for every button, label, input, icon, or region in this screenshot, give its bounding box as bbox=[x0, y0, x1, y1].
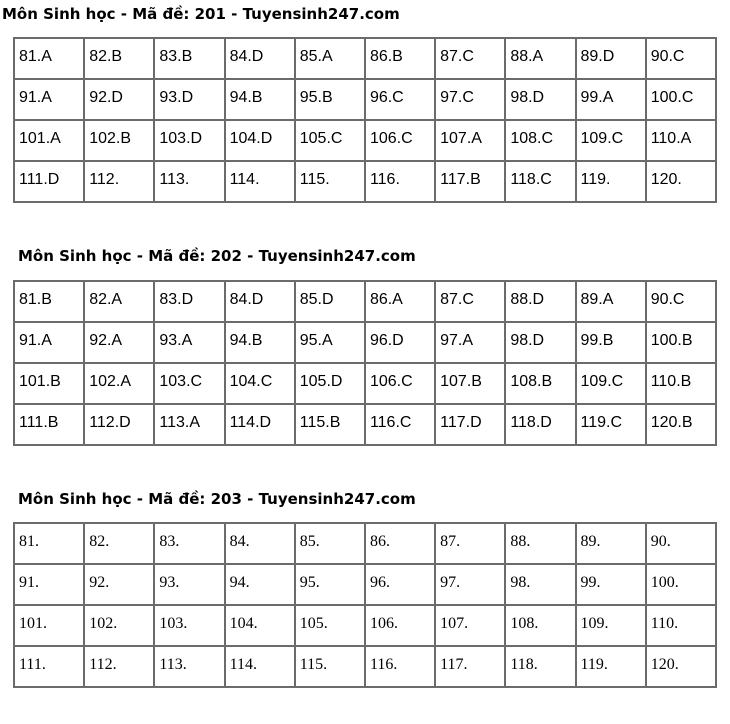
answer-text: 108.B bbox=[510, 373, 553, 390]
answer-text: 105.D bbox=[299, 373, 343, 390]
answer-cell bbox=[646, 363, 716, 404]
answer-cell bbox=[154, 281, 224, 322]
answer-cell bbox=[225, 363, 295, 404]
answer-cell bbox=[295, 646, 365, 687]
answer-text: 82. bbox=[89, 533, 110, 550]
answer-cell bbox=[295, 38, 365, 79]
answer-cell bbox=[365, 120, 435, 161]
answer-cell bbox=[14, 564, 84, 605]
answer-cell bbox=[225, 38, 295, 79]
answer-cell bbox=[505, 564, 575, 605]
answer-cell bbox=[14, 404, 84, 445]
answer-cell bbox=[435, 120, 505, 161]
answer-text: 93.A bbox=[159, 332, 193, 349]
answer-text: 86.A bbox=[369, 291, 403, 308]
answer-cell bbox=[295, 605, 365, 646]
answer-cell bbox=[576, 564, 646, 605]
answer-text: 116. bbox=[369, 171, 400, 188]
answer-text: 117.B bbox=[440, 171, 481, 188]
answer-text: 89. bbox=[580, 533, 601, 550]
answer-cell bbox=[505, 161, 575, 202]
answer-cell bbox=[576, 646, 646, 687]
answer-cell bbox=[154, 564, 224, 605]
answer-row bbox=[14, 564, 716, 605]
answer-text: 109. bbox=[580, 615, 609, 632]
answer-cell bbox=[154, 523, 224, 564]
answer-text: 97.A bbox=[440, 332, 474, 349]
answer-text: 117. bbox=[440, 656, 468, 673]
answer-text: 103.C bbox=[159, 373, 203, 390]
answer-cell bbox=[84, 79, 154, 120]
answer-text: 96.D bbox=[369, 332, 404, 349]
answer-text: 93.D bbox=[159, 89, 194, 106]
answer-text: 119. bbox=[580, 656, 608, 673]
answer-text: 110.B bbox=[650, 373, 692, 390]
answer-text: 104.D bbox=[229, 130, 273, 147]
answer-text: 117.D bbox=[440, 414, 482, 431]
answer-text: 95.B bbox=[299, 89, 333, 106]
answer-cell bbox=[225, 120, 295, 161]
answer-text: 108.C bbox=[510, 130, 554, 147]
answer-cell bbox=[84, 363, 154, 404]
answer-cell bbox=[365, 363, 435, 404]
answer-cell bbox=[225, 79, 295, 120]
answer-cell bbox=[365, 79, 435, 120]
answer-cell bbox=[14, 120, 84, 161]
answer-cell bbox=[365, 161, 435, 202]
answer-cell bbox=[505, 38, 575, 79]
answer-cell bbox=[365, 646, 435, 687]
section-title-203: Môn Sinh học - Mã đề: 203 - Tuyensinh247.com bbox=[18, 490, 416, 508]
answer-text: 114. bbox=[229, 171, 260, 188]
answer-text: 104. bbox=[229, 615, 258, 632]
answer-cell bbox=[576, 161, 646, 202]
answer-cell bbox=[154, 646, 224, 687]
answer-text: 113. bbox=[159, 656, 187, 673]
answer-cell bbox=[576, 605, 646, 646]
answer-text: 105.C bbox=[299, 130, 343, 147]
answer-cell bbox=[295, 564, 365, 605]
answer-text: 81. bbox=[19, 533, 39, 550]
answer-text: 98.D bbox=[510, 332, 545, 349]
answer-text: 120. bbox=[650, 171, 682, 188]
answer-text: 86.B bbox=[369, 48, 403, 65]
answer-row bbox=[14, 646, 716, 687]
answer-text: 82.B bbox=[89, 48, 123, 65]
answer-cell bbox=[646, 120, 716, 161]
answer-cell bbox=[435, 404, 505, 445]
answer-cell bbox=[14, 646, 84, 687]
answer-text: 101.B bbox=[19, 373, 61, 390]
answer-cell bbox=[14, 605, 84, 646]
answer-cell bbox=[14, 523, 84, 564]
answer-text: 99.A bbox=[580, 89, 614, 106]
answer-cell bbox=[225, 404, 295, 445]
answer-cell bbox=[84, 605, 154, 646]
answer-text: 85.A bbox=[299, 48, 333, 65]
answer-text: 95.A bbox=[299, 332, 333, 349]
answer-cell bbox=[576, 404, 646, 445]
answer-text: 106. bbox=[369, 615, 398, 632]
answer-cell bbox=[154, 605, 224, 646]
answer-text: 89.A bbox=[580, 291, 614, 308]
answer-text: 101.A bbox=[19, 130, 61, 147]
answer-cell bbox=[14, 322, 84, 363]
answer-cell bbox=[295, 523, 365, 564]
answer-table-203 bbox=[13, 522, 717, 688]
answer-text: 84. bbox=[229, 533, 250, 550]
answer-text: 107.A bbox=[440, 130, 482, 147]
answer-text: 91.A bbox=[19, 89, 52, 106]
answer-cell bbox=[646, 564, 716, 605]
answer-cell bbox=[154, 79, 224, 120]
answer-text: 115.B bbox=[299, 414, 341, 431]
answer-cell bbox=[505, 322, 575, 363]
answer-table-201 bbox=[13, 37, 717, 203]
section-title-201: Môn Sinh học - Mã đề: 201 - Tuyensinh247.com bbox=[2, 5, 400, 23]
answer-text: 87.C bbox=[440, 48, 474, 65]
answer-cell bbox=[365, 605, 435, 646]
answer-text: 102.B bbox=[89, 130, 131, 147]
answer-row bbox=[14, 38, 716, 79]
answer-cell bbox=[154, 161, 224, 202]
answer-cell bbox=[576, 322, 646, 363]
answer-text: 91.A bbox=[19, 332, 52, 349]
answer-cell bbox=[295, 79, 365, 120]
answer-cell bbox=[576, 523, 646, 564]
answer-cell bbox=[646, 281, 716, 322]
answer-text: 90. bbox=[650, 533, 671, 550]
answer-cell bbox=[154, 404, 224, 445]
answer-cell bbox=[505, 363, 575, 404]
answer-cell bbox=[225, 646, 295, 687]
answer-text: 120. bbox=[650, 656, 679, 673]
answer-text: 82.A bbox=[89, 291, 123, 308]
answer-text: 90.C bbox=[650, 48, 685, 65]
answer-text: 85.D bbox=[299, 291, 334, 308]
answer-text: 102.A bbox=[89, 373, 131, 390]
answer-text: 116. bbox=[369, 656, 398, 673]
answer-cell bbox=[225, 161, 295, 202]
answer-cell bbox=[84, 38, 154, 79]
answer-text: 84.D bbox=[229, 48, 264, 65]
answer-cell bbox=[365, 523, 435, 564]
answer-text: 108. bbox=[510, 615, 539, 632]
answer-row bbox=[14, 161, 716, 202]
answer-cell bbox=[435, 363, 505, 404]
answer-cell bbox=[576, 79, 646, 120]
answer-cell bbox=[505, 646, 575, 687]
answer-cell bbox=[14, 79, 84, 120]
answer-text: 107.B bbox=[440, 373, 482, 390]
answer-row bbox=[14, 281, 716, 322]
answer-text: 115. bbox=[299, 171, 330, 188]
answer-cell bbox=[646, 322, 716, 363]
answer-cell bbox=[84, 523, 154, 564]
answer-row bbox=[14, 120, 716, 161]
answer-text: 98. bbox=[510, 574, 531, 591]
answer-cell bbox=[84, 281, 154, 322]
answer-text: 93. bbox=[159, 574, 180, 591]
answer-cell bbox=[225, 564, 295, 605]
answer-text: 94. bbox=[229, 574, 250, 591]
answer-cell bbox=[576, 120, 646, 161]
answer-text: 111.B bbox=[19, 414, 59, 431]
answer-cell bbox=[576, 281, 646, 322]
answer-text: 107. bbox=[440, 615, 469, 632]
answer-cell bbox=[295, 404, 365, 445]
answer-cell bbox=[154, 38, 224, 79]
answer-text: 83.D bbox=[159, 291, 194, 308]
answer-cell bbox=[84, 646, 154, 687]
answer-text: 110.A bbox=[650, 130, 692, 147]
answer-text: 104.C bbox=[229, 373, 273, 390]
answer-cell bbox=[365, 322, 435, 363]
answer-text: 109.C bbox=[580, 130, 624, 147]
answer-text: 100. bbox=[650, 574, 679, 591]
answer-cell bbox=[505, 120, 575, 161]
answer-cell bbox=[225, 605, 295, 646]
answer-cell bbox=[225, 523, 295, 564]
answer-row bbox=[14, 363, 716, 404]
answer-text: 112.D bbox=[89, 414, 131, 431]
answer-text: 90.C bbox=[650, 291, 685, 308]
answer-text: 103. bbox=[159, 615, 188, 632]
answer-text: 112. bbox=[89, 171, 120, 188]
answer-text: 92. bbox=[89, 574, 110, 591]
answer-cell bbox=[505, 605, 575, 646]
answer-text: 96. bbox=[369, 574, 390, 591]
answer-cell bbox=[84, 120, 154, 161]
answer-text: 88.D bbox=[510, 291, 545, 308]
answer-text: 94.B bbox=[229, 332, 263, 349]
answer-text: 88.A bbox=[510, 48, 544, 65]
answer-text: 87. bbox=[440, 533, 461, 550]
answer-text: 98.D bbox=[510, 89, 545, 106]
answer-cell bbox=[646, 38, 716, 79]
answer-cell bbox=[295, 281, 365, 322]
answer-cell bbox=[225, 281, 295, 322]
answer-cell bbox=[14, 161, 84, 202]
answer-cell bbox=[505, 79, 575, 120]
answer-text: 88. bbox=[510, 533, 531, 550]
answer-text: 81.A bbox=[19, 48, 52, 65]
answer-text: 89.D bbox=[580, 48, 615, 65]
answer-cell bbox=[84, 322, 154, 363]
answer-text: 112. bbox=[89, 656, 117, 673]
answer-text: 120.B bbox=[650, 414, 693, 431]
answer-cell bbox=[435, 281, 505, 322]
answer-row bbox=[14, 523, 716, 564]
answer-cell bbox=[505, 523, 575, 564]
answer-text: 100.B bbox=[650, 332, 693, 349]
answer-cell bbox=[435, 605, 505, 646]
answer-text: 106.C bbox=[369, 130, 413, 147]
answer-cell bbox=[435, 161, 505, 202]
answer-text: 95. bbox=[299, 574, 320, 591]
answer-text: 119.C bbox=[580, 414, 623, 431]
answer-text: 92.A bbox=[89, 332, 123, 349]
answer-cell bbox=[14, 281, 84, 322]
answer-cell bbox=[84, 404, 154, 445]
answer-cell bbox=[154, 322, 224, 363]
answer-text: 113.A bbox=[159, 414, 200, 431]
answer-row bbox=[14, 605, 716, 646]
answer-cell bbox=[646, 79, 716, 120]
answer-text: 91. bbox=[19, 574, 39, 591]
answer-cell bbox=[435, 646, 505, 687]
answer-text: 85. bbox=[299, 533, 320, 550]
answer-cell bbox=[295, 363, 365, 404]
answer-row bbox=[14, 404, 716, 445]
answer-text: 110. bbox=[650, 615, 679, 632]
answer-text: 94.B bbox=[229, 89, 263, 106]
answer-cell bbox=[14, 363, 84, 404]
answer-cell bbox=[225, 322, 295, 363]
answer-text: 116.C bbox=[369, 414, 412, 431]
answer-cell bbox=[435, 523, 505, 564]
answer-text: 100.C bbox=[650, 89, 694, 106]
answer-cell bbox=[576, 363, 646, 404]
answer-cell bbox=[435, 79, 505, 120]
answer-cell bbox=[646, 605, 716, 646]
answer-text: 102. bbox=[89, 615, 118, 632]
answer-text: 99. bbox=[580, 574, 601, 591]
answer-text: 111. bbox=[19, 656, 46, 673]
answer-cell bbox=[295, 120, 365, 161]
answer-cell bbox=[14, 38, 84, 79]
answer-cell bbox=[435, 564, 505, 605]
answer-text: 106.C bbox=[369, 373, 413, 390]
answer-text: 97. bbox=[440, 574, 461, 591]
answer-cell bbox=[365, 281, 435, 322]
answer-cell bbox=[84, 564, 154, 605]
answer-cell bbox=[84, 161, 154, 202]
answer-text: 86. bbox=[369, 533, 390, 550]
answer-text: 114.D bbox=[229, 414, 272, 431]
answer-text: 103.D bbox=[159, 130, 203, 147]
answer-text: 114. bbox=[229, 656, 257, 673]
answer-text: 96.C bbox=[369, 89, 404, 106]
answer-row bbox=[14, 322, 716, 363]
answer-text: 109.C bbox=[580, 373, 624, 390]
answer-cell bbox=[505, 281, 575, 322]
answer-cell bbox=[365, 404, 435, 445]
answer-text: 105. bbox=[299, 615, 328, 632]
answer-cell bbox=[576, 38, 646, 79]
answer-text: 87.C bbox=[440, 291, 474, 308]
section-title-202: Môn Sinh học - Mã đề: 202 - Tuyensinh247.com bbox=[18, 247, 416, 265]
answer-text: 97.C bbox=[440, 89, 474, 106]
answer-cell bbox=[505, 404, 575, 445]
answer-text: 99.B bbox=[580, 332, 614, 349]
answer-cell bbox=[435, 322, 505, 363]
answer-cell bbox=[295, 322, 365, 363]
answer-text: 118.C bbox=[510, 171, 552, 188]
answer-row bbox=[14, 79, 716, 120]
answer-text: 115. bbox=[299, 656, 328, 673]
answer-text: 118.D bbox=[510, 414, 552, 431]
answer-text: 119. bbox=[580, 171, 611, 188]
answer-cell bbox=[646, 646, 716, 687]
answer-text: 83.B bbox=[159, 48, 193, 65]
answer-text: 111.D bbox=[19, 171, 60, 188]
answer-cell bbox=[365, 38, 435, 79]
answer-cell bbox=[154, 120, 224, 161]
answer-text: 118. bbox=[510, 656, 538, 673]
answer-text: 84.D bbox=[229, 291, 264, 308]
answer-cell bbox=[435, 38, 505, 79]
answer-text: 83. bbox=[159, 533, 180, 550]
answer-table-202 bbox=[13, 280, 717, 446]
answer-cell bbox=[646, 161, 716, 202]
answer-text: 81.B bbox=[19, 291, 52, 308]
answer-cell bbox=[646, 523, 716, 564]
answer-cell bbox=[646, 404, 716, 445]
answer-cell bbox=[154, 363, 224, 404]
answer-text: 101. bbox=[19, 615, 47, 632]
answer-cell bbox=[295, 161, 365, 202]
answer-cell bbox=[365, 564, 435, 605]
answer-text: 92.D bbox=[89, 89, 123, 106]
answer-text: 113. bbox=[159, 171, 190, 188]
